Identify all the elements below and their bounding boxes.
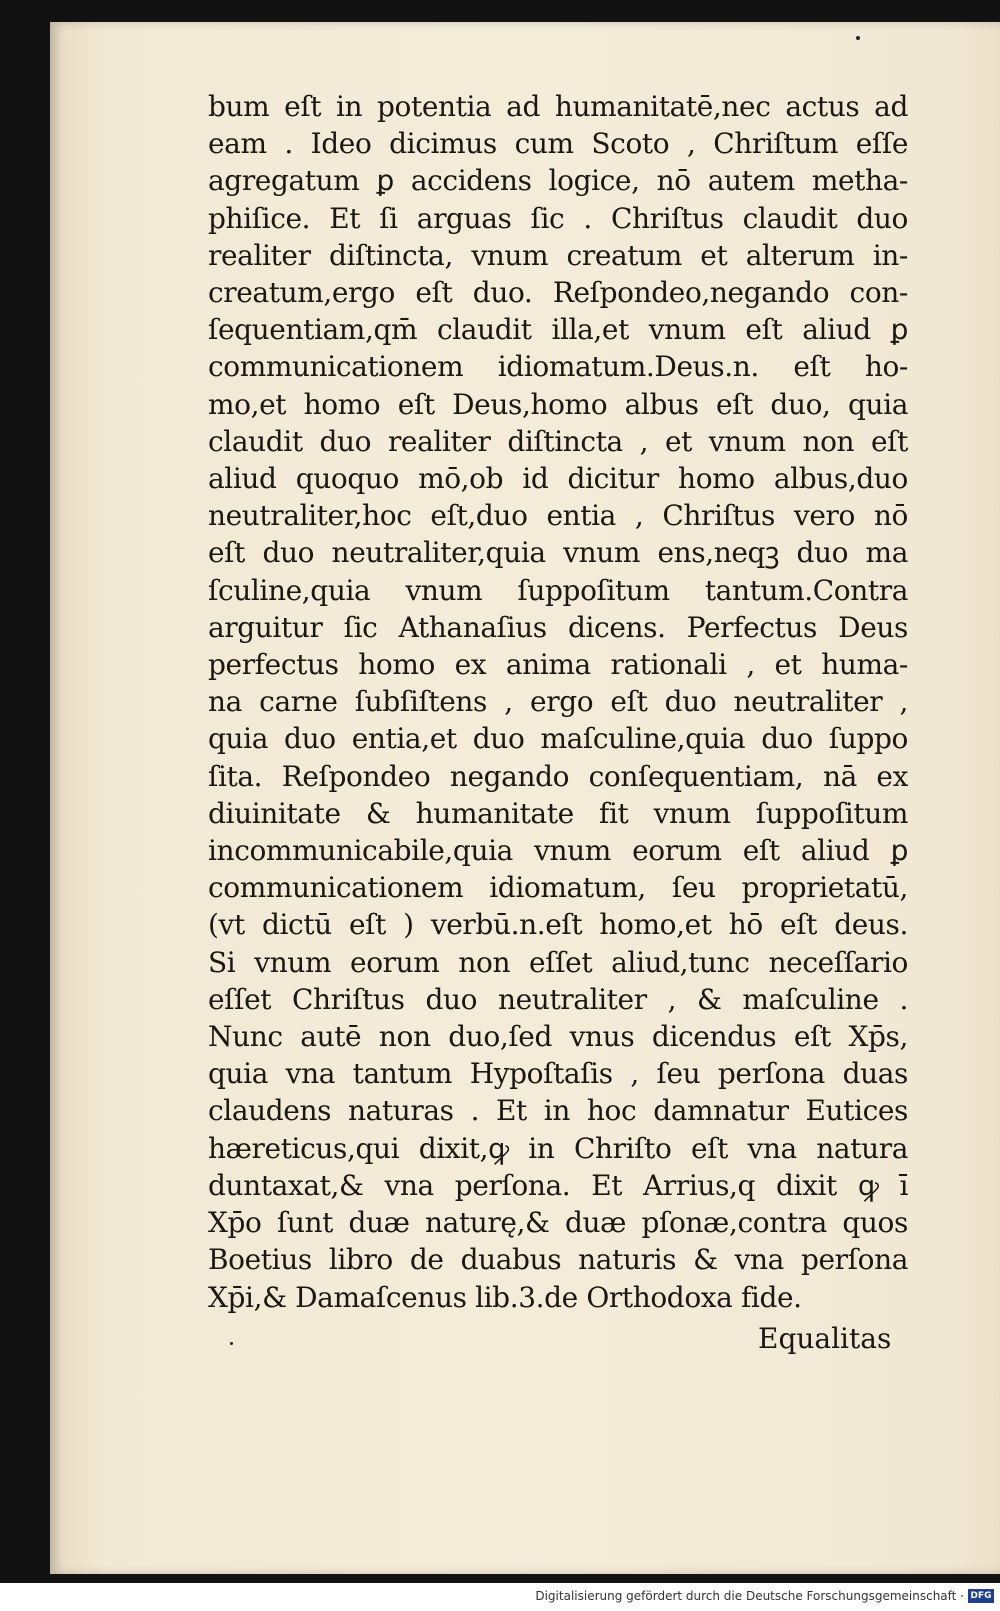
text-line: eſſet Chriſtus duo neutraliter , & maſculine .: [208, 982, 908, 1016]
text-line: quia vna tantum Hypoſtaſis , ſeu perſona duas: [208, 1057, 908, 1091]
text-line: hæreticus,qui dixit,ꝙ in Chriſto eſt vna natura: [208, 1131, 908, 1165]
text-line: eam . Ideo dicimus cum Scoto , Chriſtum eſſe: [208, 127, 908, 161]
catchword: Equalitas: [758, 1322, 892, 1355]
text-line: duntaxat,& vna perſona. Et Arrius,q dixit ꝙ ī: [208, 1168, 908, 1202]
text-line: phiſice. Et ſi arguas ſic . Chriſtus claudit duo: [208, 201, 908, 235]
text-line: arguitur ſic Athanaſius dicens. Perfectus Deus: [208, 610, 908, 644]
text-line: Boetius libro de duabus naturis & vna perſona: [208, 1243, 908, 1277]
text-line: claudens naturas . Et in hoc damnatur Eutices: [208, 1094, 908, 1128]
text-line: Xp̄o ſunt duæ naturę,& duæ pſonæ,contra quos: [208, 1206, 908, 1240]
footer-bar: [0, 1583, 1000, 1611]
text-line: incommunicabile,quia vnum eorum eſt aliud ꝑ: [208, 834, 908, 868]
page-text: [208, 88, 908, 1316]
text-line: claudit duo realiter diſtincta , et vnum non eſt: [208, 424, 908, 458]
footer-credit: Digitalisierung gefördert durch die Deutsche Forschungsgemeinschaft ·: [535, 1589, 964, 1603]
text-line: realiter diſtincta, vnum creatum et alterum in-: [208, 238, 908, 272]
ink-speck: [856, 36, 860, 40]
text-line: bum eſt in potentia ad humanitatē,nec actus ad: [208, 90, 908, 123]
text-line: perfectus homo ex anima rationali , et huma-: [208, 648, 908, 682]
text-line: Si vnum eorum non eſſet aliud,tunc neceſſario: [208, 945, 908, 979]
text-line: ſculine,quia vnum ſuppoſitum tantum.Contra: [208, 573, 908, 607]
text-line: aliud quoquo mō,ob id dicitur homo albus,duo: [208, 462, 908, 496]
text-line: mo,et homo eſt Deus,homo albus eſt duo, quia: [208, 387, 908, 421]
text-line: ſequentiam,qm̄ claudit illa,et vnum eſt aliud ꝑ: [208, 313, 908, 347]
text-line: eſt duo neutraliter,quia vnum ens,neqꝫ duo ma: [208, 536, 908, 570]
dfg-logo: DFG: [968, 1589, 994, 1603]
text-line: (vt dictū eſt ) verbū.n.eſt homo,et hō eſt deus.: [208, 908, 908, 942]
text-line: ſita. Reſpondeo negando conſequentiam, nā ex: [208, 759, 908, 793]
ink-speck: [230, 1342, 233, 1345]
text-line: Xp̄i,& Damaſcenus lib.3.de Orthodoxa fide.: [208, 1280, 802, 1314]
text-line: diuinitate & humanitate fit vnum ſuppoſitum: [208, 796, 908, 830]
text-line: quia duo entia,et duo maſculine,quia duo ſuppo: [208, 722, 908, 756]
text-line: neutraliter,hoc eſt,duo entia , Chriſtus vero nō: [208, 499, 908, 533]
text-line: communicationem idiomatum, ſeu proprietatū,: [208, 871, 908, 905]
text-line: agregatum ꝑ accidens logice, nō autem metha-: [208, 164, 908, 198]
text-line: communicationem idiomatum.Deus.n. eſt ho-: [208, 350, 908, 384]
text-line: creatum,ergo eſt duo. Reſpondeo,negando con-: [208, 276, 908, 310]
text-line: Nunc autē non duo,ſed vnus dicendus eſt Xp̄s,: [208, 1020, 908, 1054]
text-line: na carne ſubſiſtens , ergo eſt duo neutraliter ,: [208, 685, 908, 719]
